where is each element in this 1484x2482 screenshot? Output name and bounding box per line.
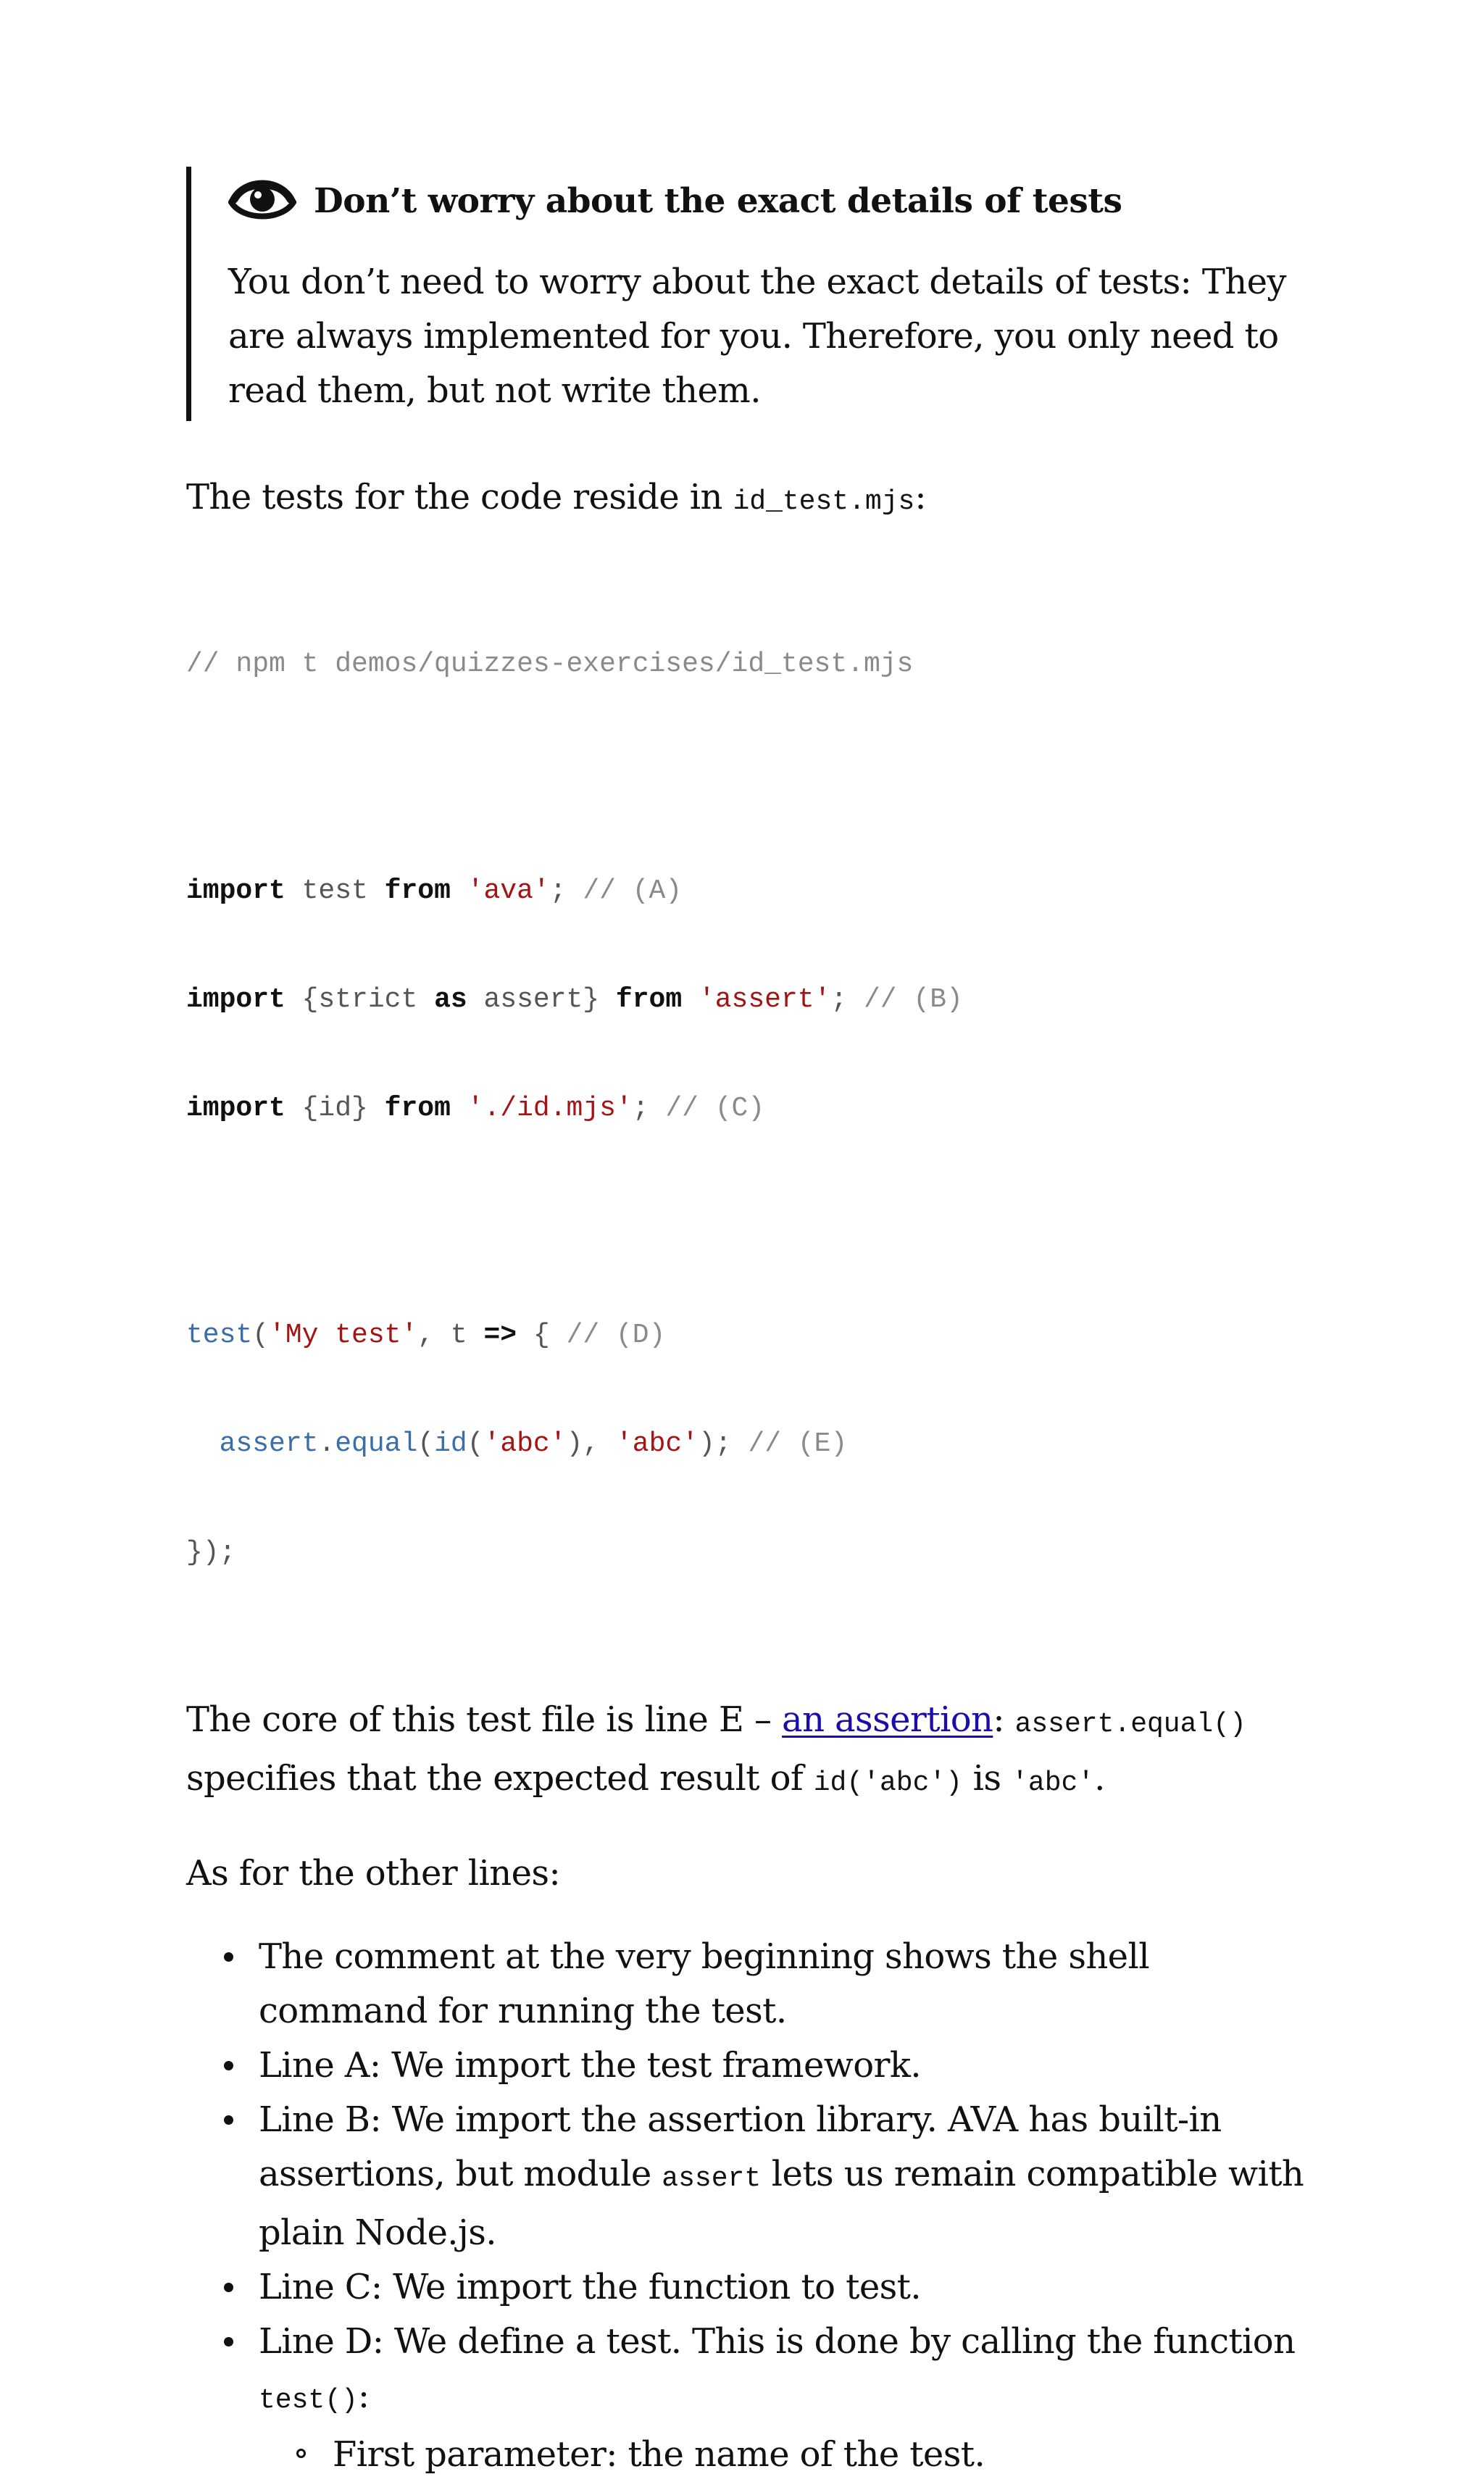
code-blank-line [186,755,1309,801]
intro-paragraph [186,470,1309,529]
code-comment: // (C) [665,1093,765,1124]
code-text: ), [566,1428,616,1459]
list-item-text: Line C: We import the function to test. [259,2267,922,2307]
list-item [259,2260,1309,2315]
bullet-icon [224,2061,233,2070]
filename-code: id_test.mjs [733,486,915,517]
core-paragraph [186,1693,1309,1810]
code-blank-line [186,1199,1309,1245]
code-text: ); [699,1428,749,1459]
test-function-code: test() [259,2385,358,2416]
code-keyword: import [186,984,285,1015]
code-line-test-call [186,1317,1309,1354]
assertion-link[interactable]: an assertion [782,1699,993,1740]
bullet-icon [224,1952,233,1962]
eye-icon [228,175,296,227]
code-keyword: from [384,875,451,907]
code-line-import-ava [186,873,1309,909]
code-string: './id.mjs' [467,1093,633,1124]
code-comment: // (E) [748,1428,848,1459]
code-keyword: import [186,1093,285,1124]
bullet-icon [224,2115,233,2125]
code-string: 'assert' [698,984,831,1015]
code-text: ( [467,1428,484,1459]
intro-colon: : [914,477,926,517]
code-keyword: import [186,875,285,907]
explanation-list [186,1930,1309,2482]
assert-equal-code: assert.equal() [1014,1709,1246,1740]
intro-text: The tests for the code reside in [186,477,733,517]
code-function: assert [219,1428,319,1459]
code-text [451,1093,467,1124]
code-line-1: // npm t demos/quizzes-exercises/id_test.mjs [186,649,914,680]
code-string: 'abc' [483,1428,567,1459]
code-text: ( [417,1428,435,1459]
code-indent [186,1428,220,1459]
list-item-text: Line D: We define a test. This is done by calling the function [259,2321,1296,2362]
bullet-icon [224,2283,233,2292]
code-text: , t [417,1320,484,1351]
callout-box [186,167,1309,421]
code-text [451,875,467,907]
code-keyword: from [384,1093,451,1124]
core-text: . [1094,1758,1105,1799]
code-line-import-assert [186,982,1309,1018]
other-lines-intro: As for the other lines: [186,1853,561,1894]
core-text: The core of this test file is line E – [186,1699,783,1740]
code-text: assert} [467,984,616,1015]
callout-body: You don’t need to worry about the exact details of tests: They are always implemented for you. Therefore, you only need to read them, but not write them. [228,262,1286,411]
code-line-assert [186,1426,1309,1462]
core-text: specifies that the expected result of [186,1758,814,1799]
code-text [682,984,699,1015]
list-item-text: The comment at the very beginning shows the shell command for running the test. [259,1936,1149,2031]
bullet-icon [224,2337,233,2346]
callout-heading [228,168,1309,233]
list-item-text: Line B: We import the assertion library. AVA has built-in assertions, but module [259,2099,1222,2194]
id-call-code: id('abc') [813,1767,962,1799]
code-text: ; [549,875,583,907]
list-item-text: Line A: We import the test framework. [259,2045,922,2086]
code-block[interactable] [186,574,1309,1644]
sub-list-item-text: First parameter: the name of the test. [333,2434,985,2475]
code-text: ; [830,984,864,1015]
code-keyword: => [483,1320,517,1351]
sub-list [259,2428,1309,2482]
sub-list-item [333,2428,1309,2482]
code-function: equal [335,1428,418,1459]
circle-bullet-icon [296,2449,306,2458]
code-comment: // (A) [583,875,683,907]
code-comment: // (B) [863,984,963,1015]
code-text: test [285,875,385,907]
code-string: 'My test' [269,1320,418,1351]
list-item [259,2093,1309,2260]
code-text: ( [252,1320,270,1351]
code-text: { [517,1320,567,1351]
code-string: 'ava' [467,875,550,907]
code-text: {id} [285,1093,385,1124]
code-text: ; [632,1093,666,1124]
code-string: 'abc' [615,1428,699,1459]
assert-module-code: assert [662,2163,762,2194]
code-comment: // (D) [566,1320,666,1351]
list-item [259,2315,1309,2482]
core-text: : [993,1699,1015,1740]
list-item [259,2039,1309,2093]
code-text: {strict [285,984,435,1015]
code-keyword: from [615,984,683,1015]
callout-title: Don’t worry about the exact details of tests [314,180,1122,221]
code-function: id [434,1428,467,1459]
code-text: . [318,1428,335,1459]
page-content [186,167,1309,2482]
list-item-text: lets us remain compatible with plain Node.js. [259,2154,1304,2253]
list-item-text: : [357,2375,370,2416]
code-keyword: as [434,984,467,1015]
code-line-close: }); [186,1537,236,1568]
abc-string-code: 'abc' [1012,1767,1095,1799]
code-function: test [186,1320,253,1351]
core-text: is [962,1758,1012,1799]
code-line-import-id [186,1091,1309,1127]
list-item [259,1930,1309,2039]
